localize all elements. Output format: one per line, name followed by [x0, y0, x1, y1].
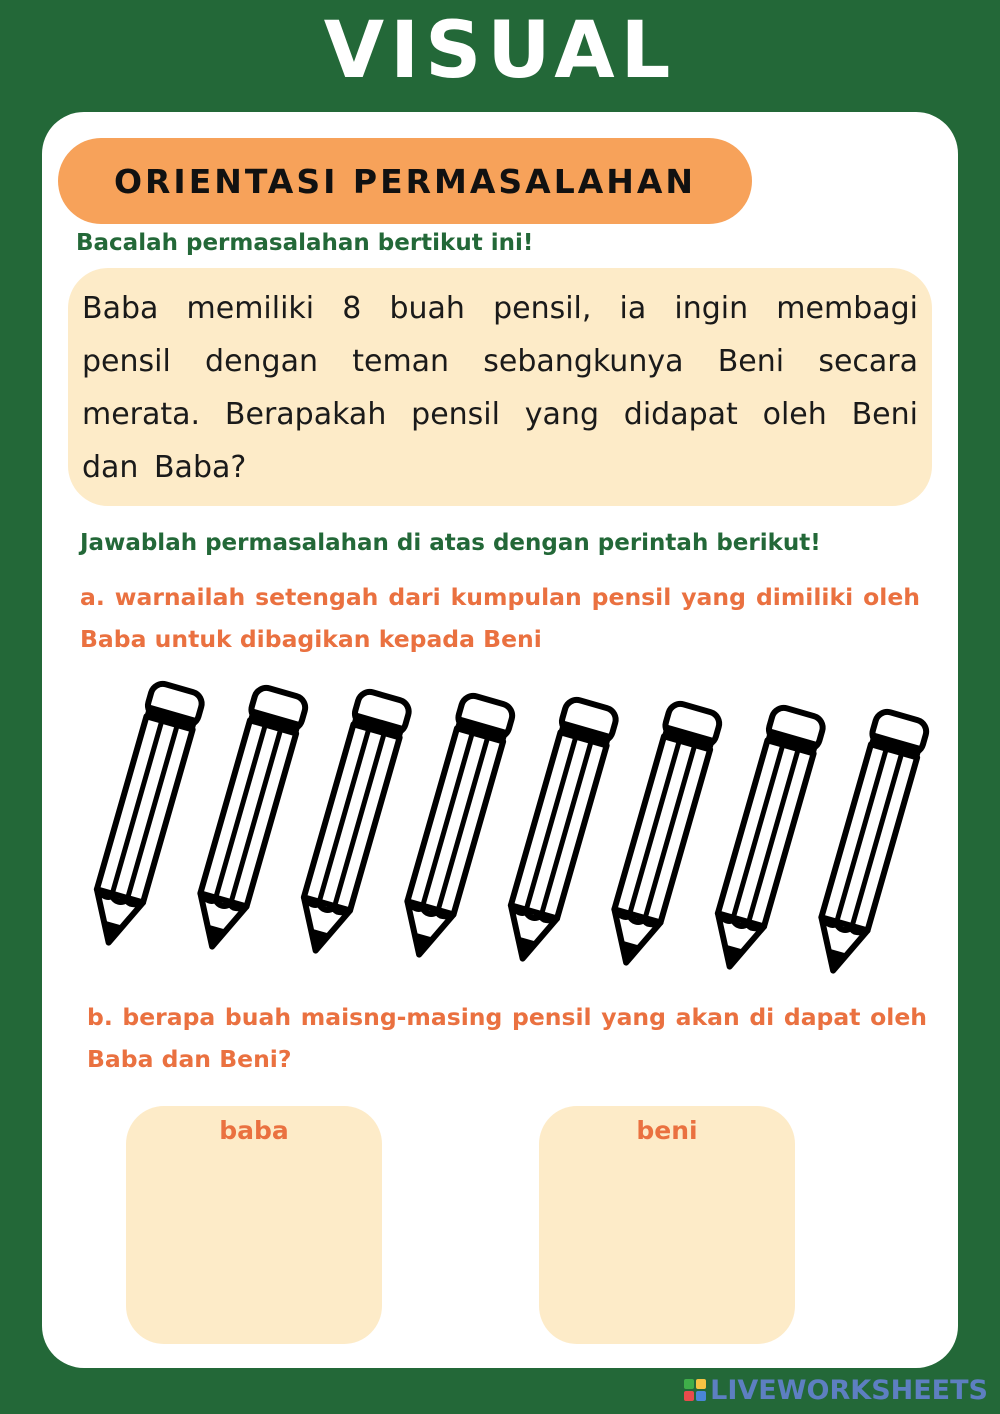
section-banner	[58, 138, 752, 224]
task-a-text: a. warnailah setengah dari kumpulan pensil yang dimiliki oleh Baba untuk dibagikan kepada Beni	[80, 583, 920, 653]
liveworksheets-logo-icon	[684, 1379, 706, 1401]
answer-box-baba[interactable]	[126, 1106, 382, 1344]
liveworksheets-brand	[684, 1376, 988, 1404]
pencil-7[interactable]	[702, 705, 825, 974]
read-instruction: Bacalah permasalahan bertikut ini!	[76, 230, 534, 256]
pencil-2[interactable]	[185, 685, 308, 955]
pencil-3[interactable]	[288, 689, 411, 959]
page-title: VISUAL	[323, 6, 677, 96]
section-banner-label: ORIENTASI PERMASALAHAN	[113, 161, 697, 201]
brand-text: LIVEWORKSHEETS	[710, 1374, 988, 1406]
answer-box-beni[interactable]	[539, 1106, 795, 1344]
problem-text: Baba memiliki 8 buah pensil, ia ingin membagi pensil dengan teman sebangkunya Beni secara merata. Berapakah pensil yang didapat oleh Beni dan Baba?	[82, 291, 918, 485]
pencil-6[interactable]	[599, 701, 722, 971]
answer-label-baba: baba	[219, 1116, 289, 1145]
task-b-text: b. berapa buah maisng-masing pensil yang akan di dapat oleh Baba dan Beni?	[87, 1003, 927, 1073]
pencil-1[interactable]	[81, 681, 204, 951]
answer-instruction: Jawablah permasalahan di atas dengan perintah berikut!	[80, 530, 821, 556]
pencil-4[interactable]	[392, 693, 515, 963]
answer-label-beni: beni	[636, 1116, 698, 1145]
pencil-8[interactable]	[806, 709, 929, 974]
pencil-group	[42, 674, 958, 974]
problem-box	[68, 268, 932, 506]
pencil-5[interactable]	[495, 697, 618, 967]
